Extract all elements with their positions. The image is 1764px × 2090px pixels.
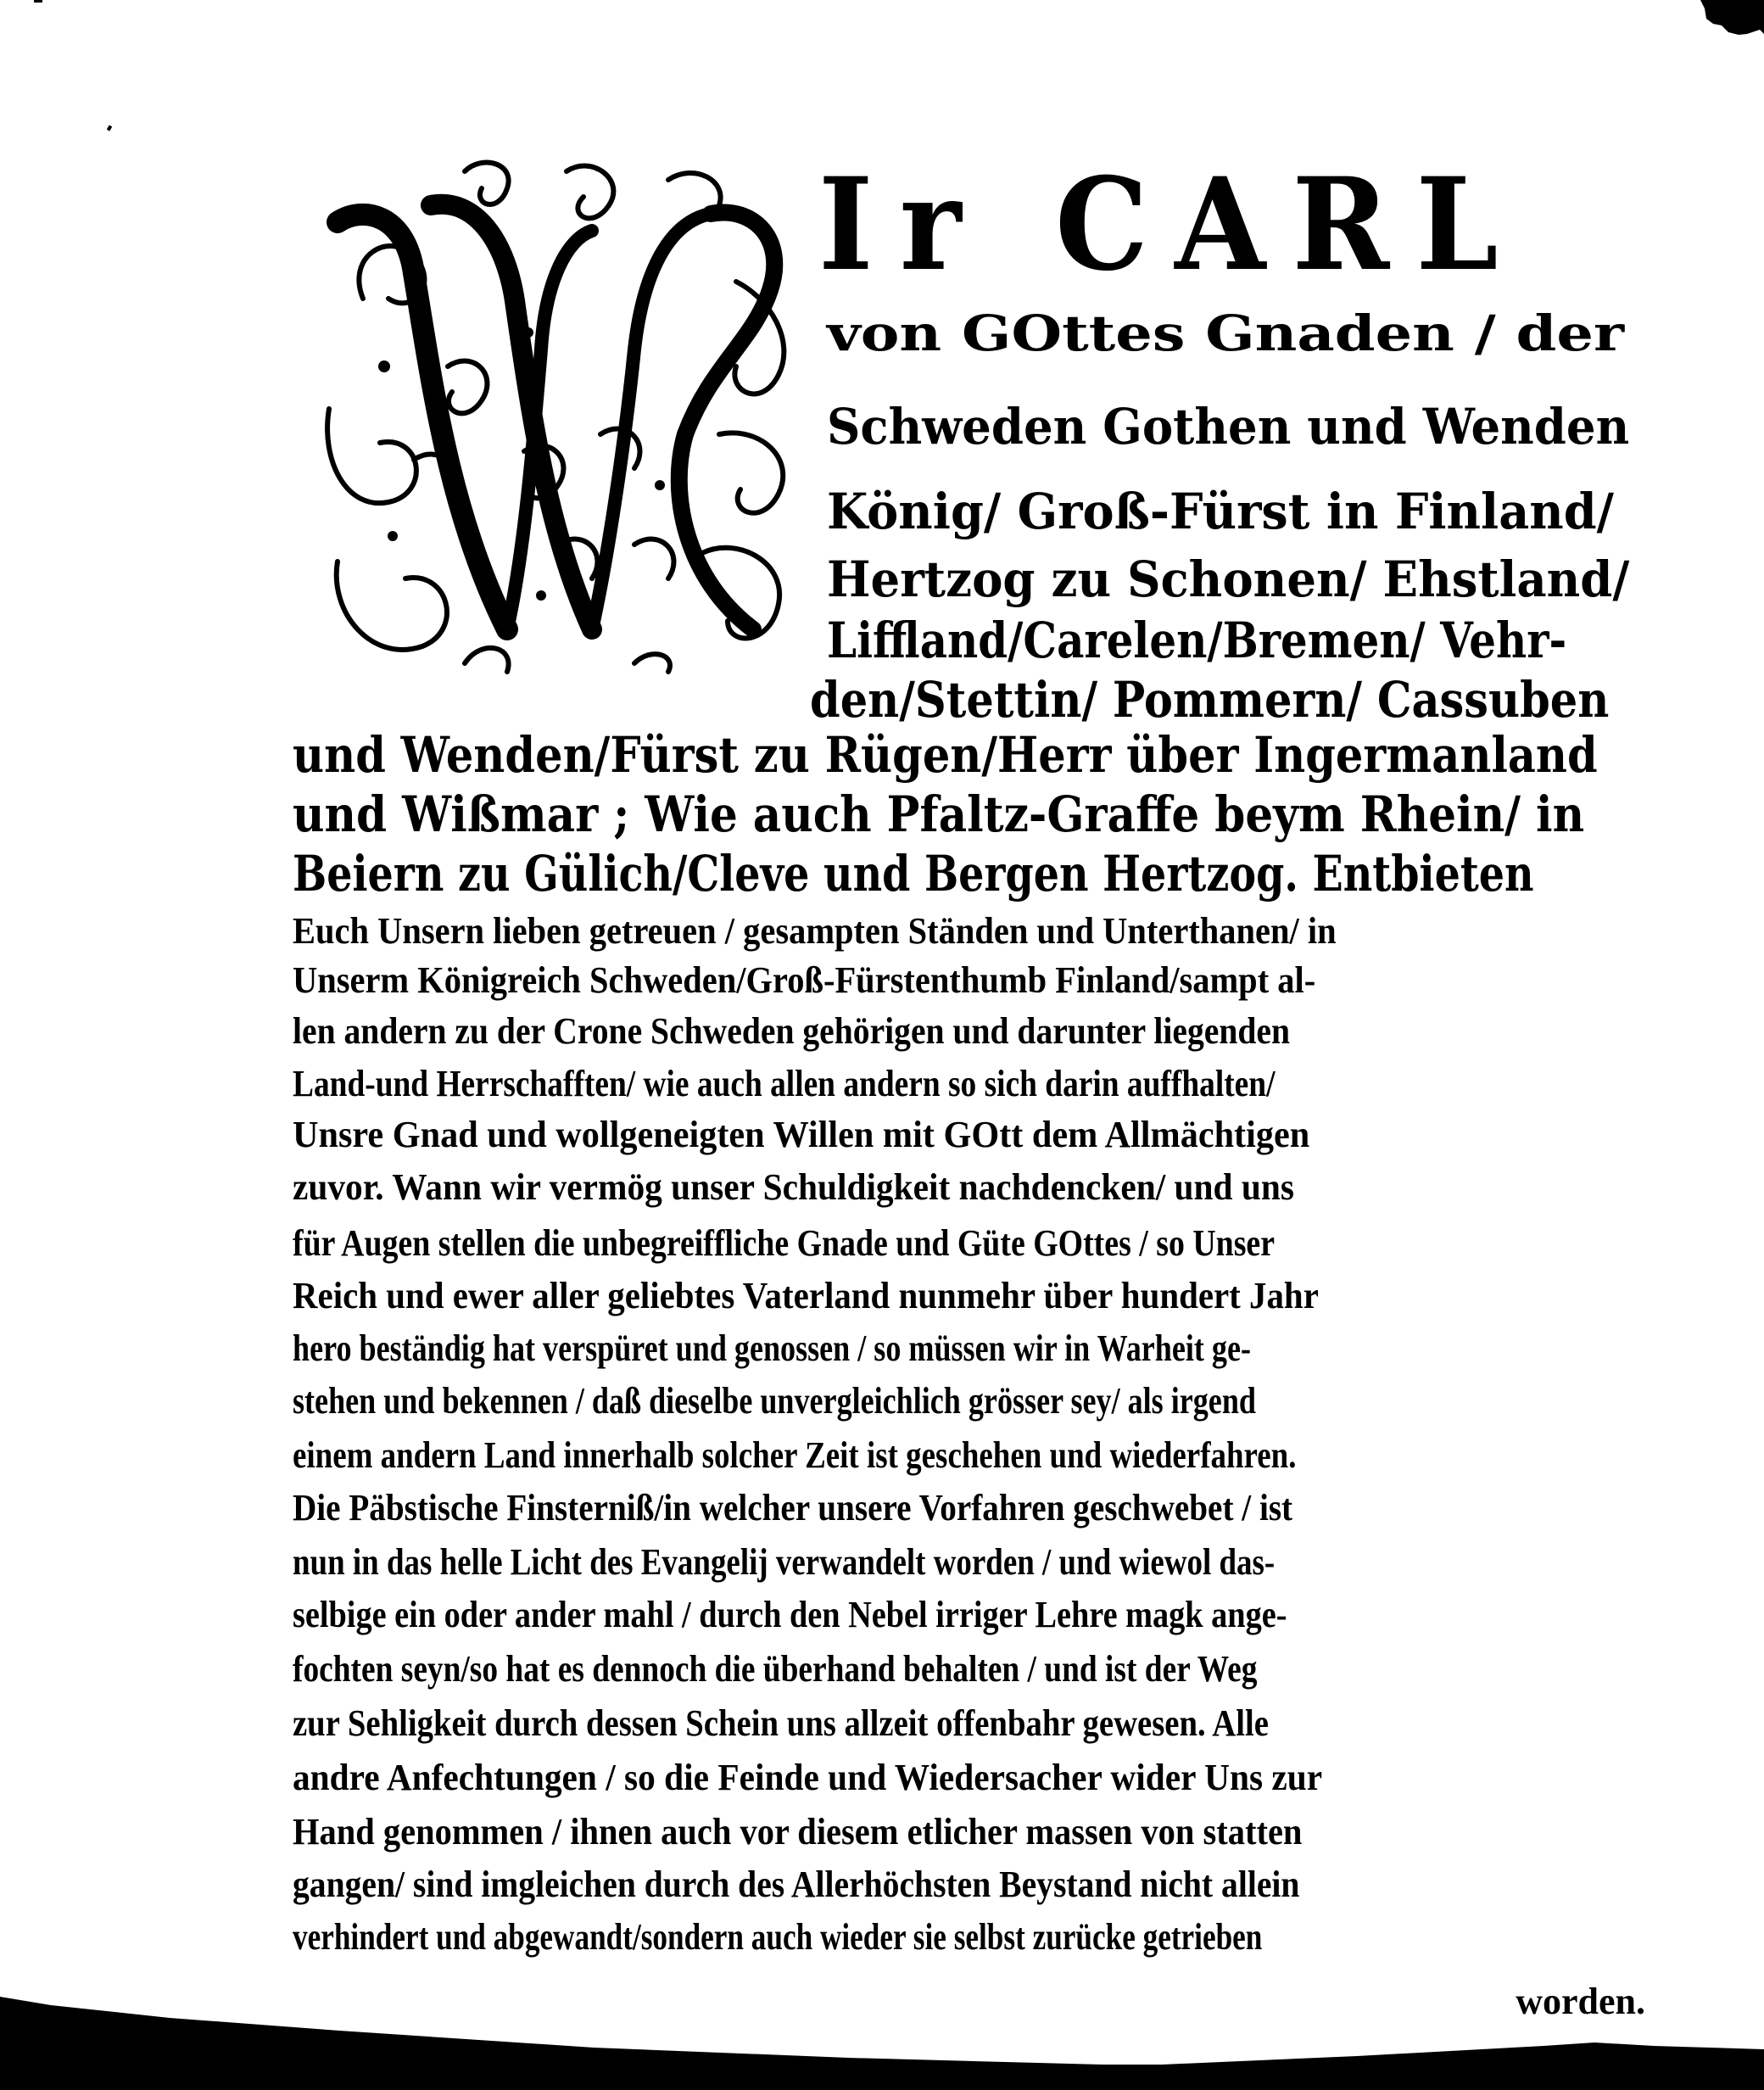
scan-bottom-shadow (0, 1997, 1764, 2090)
body-line-10: stehen und bekennen / daß dieselbe unvergleichlich grösser sey/ als irgend (293, 1380, 1256, 1422)
ornamental-w-icon (312, 154, 812, 680)
body-line-1: Euch Unsern lieben getreuen / gesampten Ständen und Unterthanen/ in (293, 910, 1337, 952)
body-line-18: Hand genommen / ihnen auch vor diesem etlicher massen von statten (293, 1811, 1303, 1852)
body-line-5: Unsre Gnad und wollgeneigten Willen mit GOtt dem Allmächtigen (293, 1114, 1310, 1155)
title-line-7: und Wenden/Fürst zu Rügen/Herr über Ingermanland (293, 726, 1598, 784)
title-line-6: den/Stettin/ Pommern/ Cassuben (810, 671, 1610, 729)
title-line-3: König/ Groß-Fürst in Finland/ (827, 483, 1615, 540)
title-line-2: Schweden Gothen und Wenden (827, 398, 1630, 455)
body-line-13: nun in das helle Licht des Evangelij verwandelt worden / und wiewol das- (293, 1541, 1276, 1583)
scan-artifact-speck (107, 125, 112, 131)
heading-wir-carl: Ir CARL (818, 150, 1525, 299)
body-line-3: len andern zu der Crone Schweden gehörigen und darunter liegenden (293, 1010, 1291, 1052)
body-line-2: Unserm Königreich Schweden/Groß-Fürstenthumb Finland/sampt al- (293, 959, 1316, 1001)
body-line-19: gangen/ sind imgleichen durch des Allerhöchsten Beystand nicht allein (293, 1864, 1300, 1905)
title-line-9: Beiern zu Gülich/Cleve und Bergen Hertzog. Entbieten (293, 845, 1534, 902)
closing-line: worden. (1516, 1981, 1645, 2022)
body-line-16: zur Sehligkeit durch dessen Schein uns allzeit offenbahr gewesen. Alle (293, 1702, 1269, 1744)
title-line-4: Hertzog zu Schonen/ Ehstland/ (827, 550, 1630, 608)
title-line-5: Liffland/Carelen/Bremen/ Vehr- (827, 612, 1567, 669)
body-line-6: zuvor. Wann wir vermög unser Schuldigkeit nachdencken/ und uns (293, 1166, 1294, 1208)
body-line-7: für Augen stellen die unbegreiffliche Gnade und Güte GOttes / so Unser (293, 1222, 1276, 1264)
body-line-17: andre Anfechtungen / so die Feinde und Wiedersacher wider Uns zur (293, 1757, 1323, 1798)
title-line-8: und Wißmar ; Wie auch Pfaltz-Graffe beym Rhein/ in (293, 785, 1585, 843)
body-line-9: hero beständig hat verspüret und genossen / so müssen wir in Warheit ge- (293, 1327, 1251, 1369)
body-line-11: einem andern Land innerhalb solcher Zeit ist geschehen und wiederfahren. (293, 1434, 1297, 1476)
body-line-4: Land-und Herrschafften/ wie auch allen andern so sich darin auffhalten/ (293, 1063, 1276, 1104)
title-line-1: von GOttes Gnaden / der (827, 305, 1625, 362)
scan-corner-shadow (1679, 0, 1764, 36)
body-line-15: fochten seyn/so hat es dennoch die überhand behalten / und ist der Weg (293, 1648, 1258, 1690)
scan-artifact-mark (34, 0, 42, 3)
decorated-initial-w (312, 154, 812, 680)
body-line-12: Die Päbstische Finsterniß/in welcher unsere Vorfahren geschwebet / ist (293, 1487, 1293, 1528)
body-line-20: verhindert und abgewandt/sondern auch wieder sie selbst zurücke getrieben (293, 1916, 1263, 1958)
body-line-8: Reich und ewer aller geliebtes Vaterland nunmehr über hundert Jahr (293, 1275, 1319, 1316)
body-line-14: selbige ein oder ander mahl / durch den Nebel irriger Lehre magk ange- (293, 1594, 1287, 1635)
